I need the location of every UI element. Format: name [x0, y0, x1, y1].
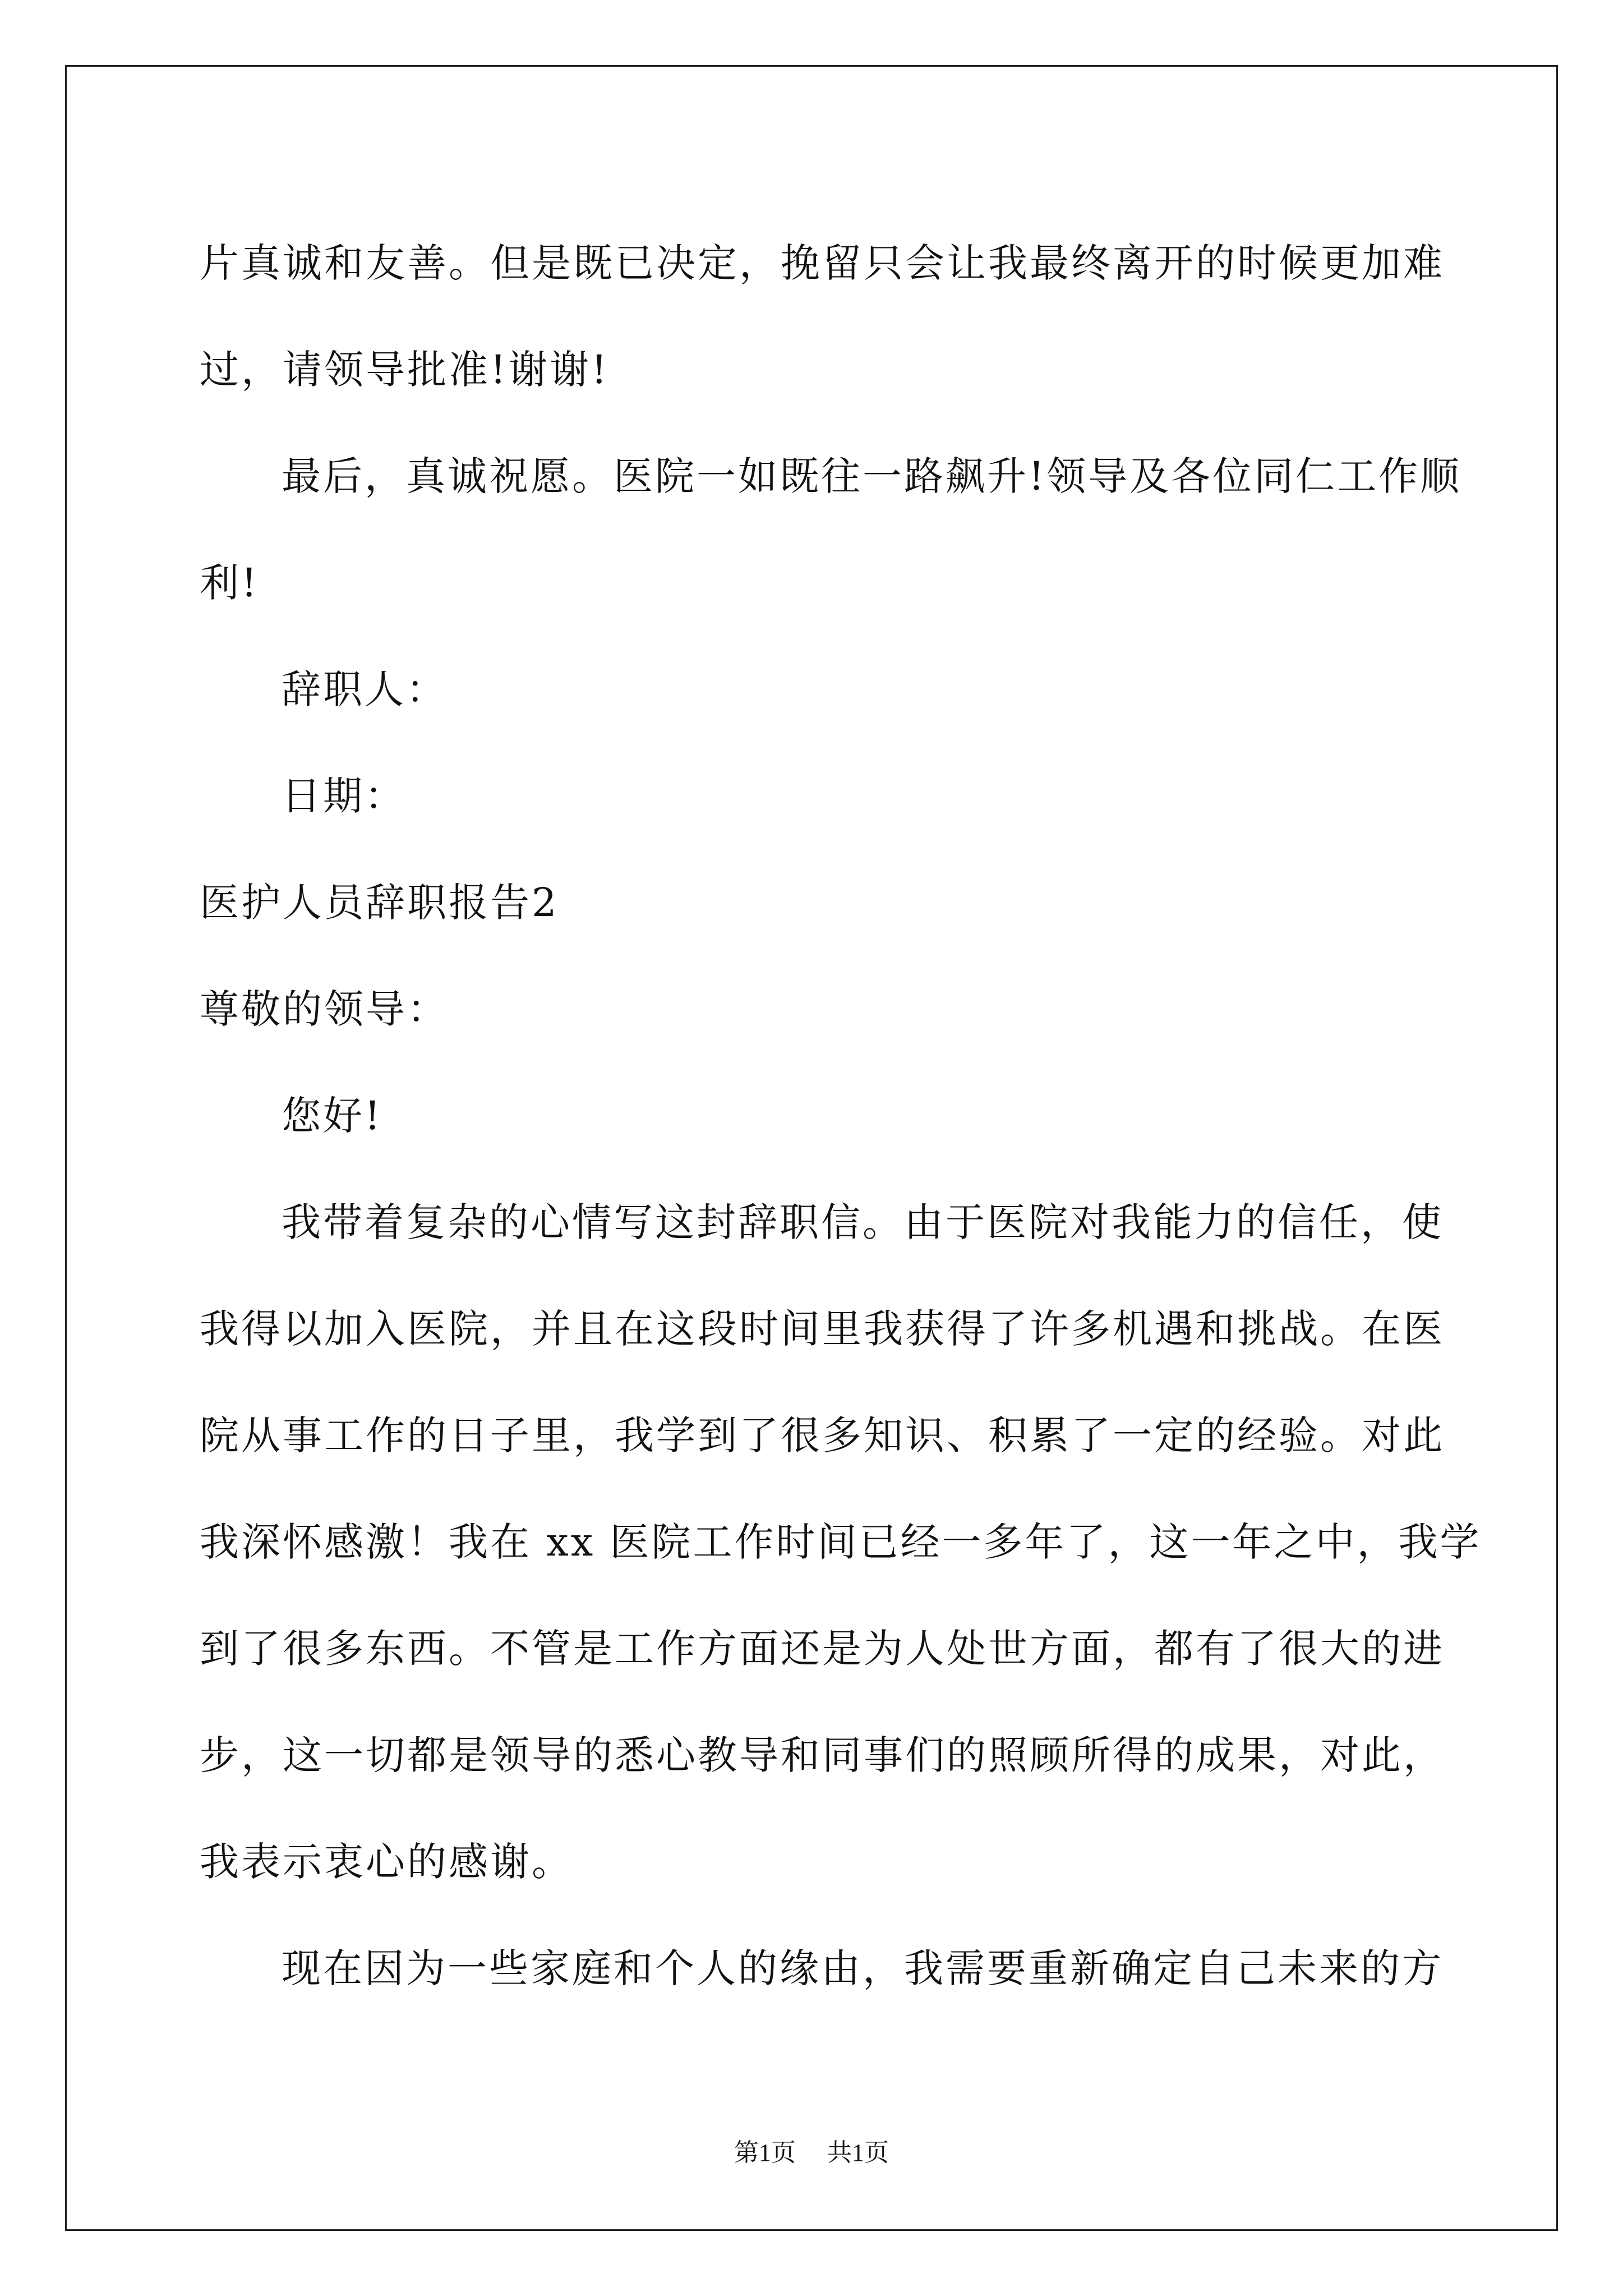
text-line: 我深怀感激！我在 xx 医院工作时间已经一多年了，这一年之中，我学: [200, 1519, 1482, 1565]
page-number: 第1页: [734, 2139, 796, 2166]
salutation: 尊敬的领导：: [200, 986, 449, 1032]
text-line: 我表示衷心的感谢。: [200, 1839, 573, 1885]
text-line: 利!: [200, 560, 260, 606]
text-line: 现在因为一些家庭和个人的缘由，我需要重新确定自己未来的方: [282, 1945, 1444, 1991]
signature-label: 辞职人：: [282, 666, 448, 712]
page-footer: [0, 2136, 1623, 2170]
text-line: 到了很多东西。不管是工作方面还是为人处世方面，都有了很大的进: [200, 1626, 1445, 1672]
section-title: 医护人员辞职报告2: [200, 880, 559, 926]
document-body: [200, 210, 1482, 2022]
text-line: 片真诚和友善。但是既已决定，挽留只会让我最终离开的时候更加难: [200, 240, 1445, 286]
text-line: 最后，真诚祝愿。医院一如既往一路飙升!领导及各位同仁工作顺: [282, 453, 1462, 499]
date-label: 日期：: [282, 773, 406, 819]
text-line: 步，这一切都是领导的悉心教导和同事们的照顾所得的成果，对此，: [200, 1732, 1445, 1778]
text-line: 我带着复杂的心情写这封辞职信。由于医院对我能力的信任，使: [282, 1199, 1444, 1245]
greeting: 您好!: [282, 1093, 383, 1139]
text-line: 我得以加入医院，并且在这段时间里我获得了许多机遇和挑战。在医: [200, 1306, 1445, 1352]
total-pages: 共1页: [827, 2139, 889, 2166]
text-line: 院从事工作的日子里，我学到了很多知识、积累了一定的经验。对此: [200, 1412, 1445, 1458]
text-line: 过，请领导批准!谢谢!: [200, 347, 610, 393]
